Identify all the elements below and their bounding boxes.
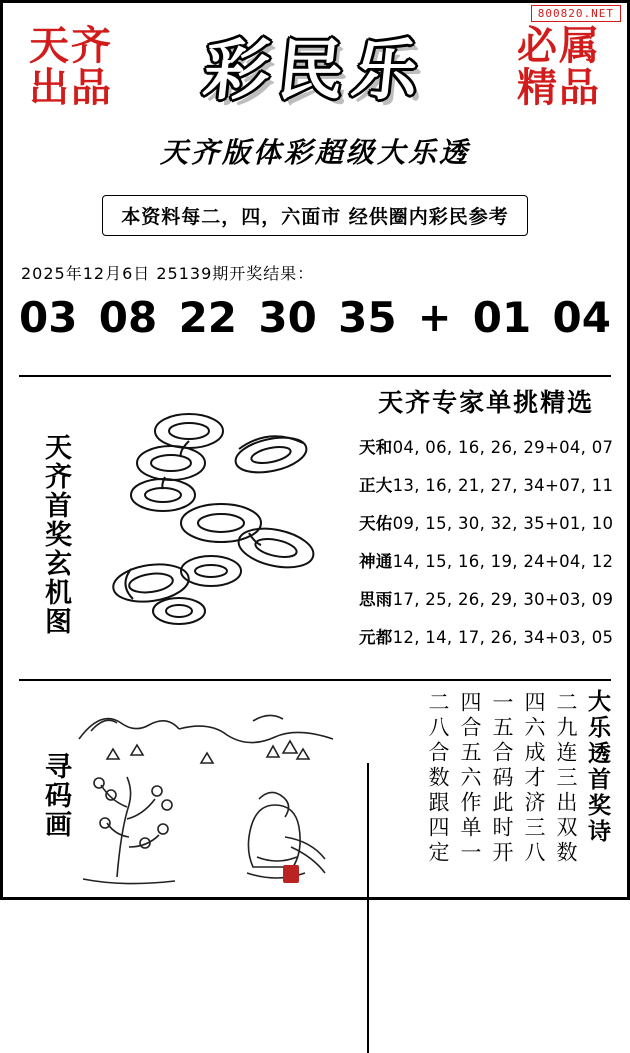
poem-title: 大乐透首奖诗 xyxy=(584,689,611,845)
expert-name: 天佑 xyxy=(359,514,393,533)
bonus-number: 04 xyxy=(552,293,611,342)
code-picture-panel xyxy=(19,687,349,891)
main-number: 22 xyxy=(178,293,238,342)
mystery-picture-label: 天齐首奖玄机图 xyxy=(40,432,71,636)
notice-text: 本资料每二，四，六面市 经供圈内彩民参考 xyxy=(102,195,528,236)
expert-pick-row xyxy=(359,467,613,505)
expert-picks-panel xyxy=(341,383,613,673)
bottom-section xyxy=(19,687,611,891)
expert-name: 元都 xyxy=(359,628,393,647)
poem-line: 一五合码此时开 xyxy=(490,691,514,866)
expert-numbers: 12, 14, 17, 26, 34+03, 05 xyxy=(392,628,614,647)
main-number: 03 xyxy=(19,293,78,342)
page-subtitle: 天齐版体彩超级大乐透 xyxy=(159,136,470,169)
expert-pick-row xyxy=(359,505,613,543)
site-watermark: 800820.NET xyxy=(531,5,621,22)
expert-name: 神通 xyxy=(359,552,393,571)
expert-name: 正大 xyxy=(359,476,393,495)
expert-numbers: 04, 06, 16, 26, 29+04, 07 xyxy=(392,438,614,457)
corner-badge-right-line1: 必属 xyxy=(517,22,601,69)
corner-badge-left-line2: 出品 xyxy=(29,64,113,111)
plus-separator: + xyxy=(417,294,452,341)
expert-picks-title: 天齐专家单挑精选 xyxy=(378,388,595,417)
page-title: 彩民乐 xyxy=(199,31,431,109)
poster-header xyxy=(3,3,627,181)
poem-line: 二九连三出双数 xyxy=(554,691,578,866)
winning-numbers xyxy=(3,293,627,342)
expert-name: 天和 xyxy=(359,438,393,457)
code-picture-art xyxy=(71,687,349,891)
expert-numbers: 09, 15, 30, 32, 35+01, 10 xyxy=(392,514,614,533)
poem-panel xyxy=(349,687,611,891)
poem-line: 四合五六作单一 xyxy=(458,691,482,866)
chain-rings-illustration xyxy=(71,383,341,668)
corner-badge-left-line1: 天齐 xyxy=(29,22,113,69)
code-picture-label: 寻码画 xyxy=(40,751,71,839)
expert-numbers: 14, 15, 16, 19, 24+04, 12 xyxy=(392,552,614,571)
poem-line: 二八合数跟四定 xyxy=(426,691,450,866)
poem-line: 四六成才济三八 xyxy=(522,691,546,866)
mystery-picture-art xyxy=(71,383,341,673)
main-number: 35 xyxy=(338,293,397,342)
expert-pick-row xyxy=(359,543,613,581)
mystery-picture-panel xyxy=(19,383,341,673)
notice-container xyxy=(3,195,627,236)
main-number: 08 xyxy=(98,293,158,342)
expert-numbers: 13, 16, 21, 27, 34+07, 11 xyxy=(392,476,614,495)
expert-name: 思雨 xyxy=(359,590,393,609)
draw-info-text: 2025年12月6日 25139期开奖结果： xyxy=(21,264,315,283)
expert-pick-row xyxy=(359,619,613,657)
expert-pick-row xyxy=(359,429,613,467)
corner-badge-right-line2: 精品 xyxy=(517,64,601,111)
bonus-number: 01 xyxy=(472,293,532,342)
landscape-painting-illustration xyxy=(71,687,343,892)
expert-numbers: 17, 25, 26, 29, 30+03, 09 xyxy=(392,590,614,609)
main-number: 30 xyxy=(258,293,317,342)
expert-pick-row xyxy=(359,581,613,619)
middle-section xyxy=(19,383,614,673)
divider-top xyxy=(19,375,611,377)
